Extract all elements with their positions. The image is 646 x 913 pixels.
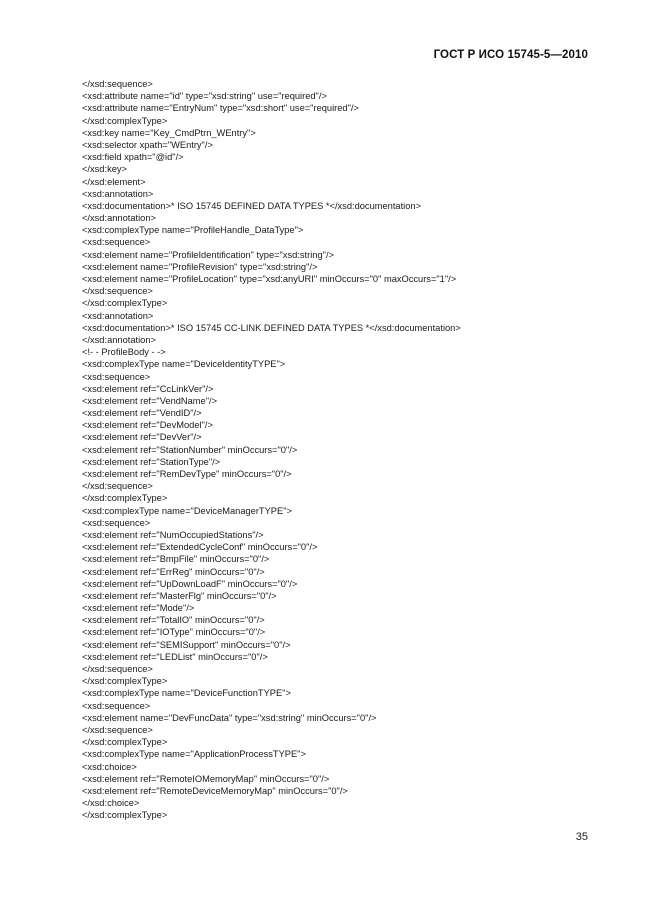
code-line: <xsd:sequence> [82, 237, 151, 248]
code-line: <xsd:element ref="RemDevType" minOccurs="0"/> [82, 469, 292, 479]
code-line: <xsd:element ref="LEDList" minOccurs="0"/> [82, 651, 268, 662]
code-line: <xsd:attribute name="EntryNum" type="xsd:short" use="required"/> [82, 103, 359, 114]
code-line: </xsd:sequence> [82, 481, 153, 492]
code-line: </xsd:annotation> [82, 334, 156, 345]
xsd-code-listing [82, 78, 602, 821]
code-line: <!- - ProfileBody - -> [82, 347, 166, 358]
code-line: <xsd:selector xpath="WEntry"/> [82, 139, 213, 150]
code-line: <xsd:element ref="VendID"/> [82, 408, 202, 419]
code-line: <xsd:annotation> [82, 310, 154, 321]
code-line: </xsd:sequence> [82, 286, 153, 297]
code-line: <xsd:element ref="DevModel"/> [82, 420, 213, 431]
code-line: <xsd:complexType name="ApplicationProcessTYPE"> [82, 749, 306, 760]
code-line: </xsd:choice> [82, 798, 140, 809]
code-line: <xsd:documentation>* ISO 15745 CC-LINK DEFINED DATA TYPES *</xsd:documentation> [82, 322, 461, 333]
code-line: <xsd:element ref="UpDownLoadF" minOccurs="0"/> [82, 578, 298, 589]
code-line: <xsd:element name="ProfileLocation" type="xsd:anyURI" minOccurs="0" maxOccurs="1"/> [82, 274, 457, 284]
code-line: <xsd:element ref="MasterFlg" minOccurs="0"/> [82, 590, 277, 601]
code-line: <xsd:complexType name="ProfileHandle_DataType"> [82, 225, 304, 236]
code-line: <xsd:element ref="TotalIO" minOccurs="0"/> [82, 615, 265, 626]
code-line: <xsd:complexType name="DeviceFunctionTYPE"> [82, 688, 291, 699]
code-line: </xsd:complexType> [82, 493, 168, 504]
code-line: <xsd:element ref="ErrReg" minOccurs="0"/> [82, 566, 265, 577]
code-line: </xsd:complexType> [82, 115, 168, 126]
code-line: </xsd:complexType> [82, 810, 168, 821]
code-line: </xsd:complexType> [82, 737, 168, 748]
code-line: </xsd:element> [82, 176, 146, 187]
code-line: </xsd:sequence> [82, 664, 153, 674]
code-line: <xsd:element ref="IOType" minOccurs="0"/> [82, 627, 266, 638]
code-line: <xsd:element name="ProfileIdentification" type="xsd:string"/> [82, 249, 334, 260]
code-line: <xsd:complexType name="DeviceIdentityTYPE"> [82, 359, 286, 370]
code-line: <xsd:element ref="BmpFile" minOccurs="0"/> [82, 554, 270, 565]
code-line: <xsd:element ref="SEMISupport" minOccurs="0"/> [82, 639, 291, 650]
code-line: <xsd:element name="ProfileRevision" type="xsd:string"/> [82, 261, 318, 272]
code-line: <xsd:element ref="Mode"/> [82, 603, 195, 614]
code-line: <xsd:element ref="NumOccupiedStations"/> [82, 529, 264, 540]
code-line: <xsd:element ref="RemoteDeviceMemoryMap" minOccurs="0"/> [82, 785, 348, 796]
code-line: <xsd:element ref="VendName"/> [82, 395, 218, 406]
code-line: </xsd:complexType> [82, 676, 168, 687]
code-line: </xsd:key> [82, 164, 127, 175]
code-line: <xsd:attribute name="id" type="xsd:string" use="required"/> [82, 91, 327, 102]
code-line: <xsd:element name="DevFuncData" type="xsd:string" minOccurs="0"/> [82, 712, 377, 723]
page-number: 35 [575, 831, 588, 843]
code-line: <xsd:element ref="CcLinkVer"/> [82, 383, 214, 394]
code-line: <xsd:complexType name="DeviceManagerTYPE"> [82, 505, 292, 516]
standard-header: ГОСТ Р ИСО 15745-5—2010 [433, 49, 588, 61]
code-line: <xsd:sequence> [82, 371, 151, 382]
code-line: <xsd:documentation>* ISO 15745 DEFINED DATA TYPES *</xsd:documentation> [82, 200, 421, 211]
code-line: </xsd:sequence> [82, 724, 153, 735]
code-line: <xsd:element ref="StationNumber" minOccurs="0"/> [82, 444, 298, 455]
code-line: </xsd:complexType> [82, 298, 168, 309]
code-line: <xsd:key name="Key_CmdPtrn_WEntry"> [82, 127, 256, 138]
code-line: <xsd:field xpath="@id"/> [82, 152, 184, 163]
code-line: </xsd:annotation> [82, 213, 156, 224]
code-line: </xsd:sequence> [82, 79, 153, 89]
code-line: <xsd:sequence> [82, 700, 151, 711]
code-line: <xsd:element ref="ExtendedCycleConf" minOccurs="0"/> [82, 542, 318, 553]
code-line: <xsd:element ref="StationType"/> [82, 456, 221, 467]
code-line: <xsd:choice> [82, 761, 137, 772]
code-line: <xsd:element ref="RemoteIOMemoryMap" minOccurs="0"/> [82, 773, 330, 784]
code-line: <xsd:annotation> [82, 188, 154, 199]
code-line: <xsd:sequence> [82, 517, 151, 528]
code-line: <xsd:element ref="DevVer"/> [82, 432, 202, 443]
